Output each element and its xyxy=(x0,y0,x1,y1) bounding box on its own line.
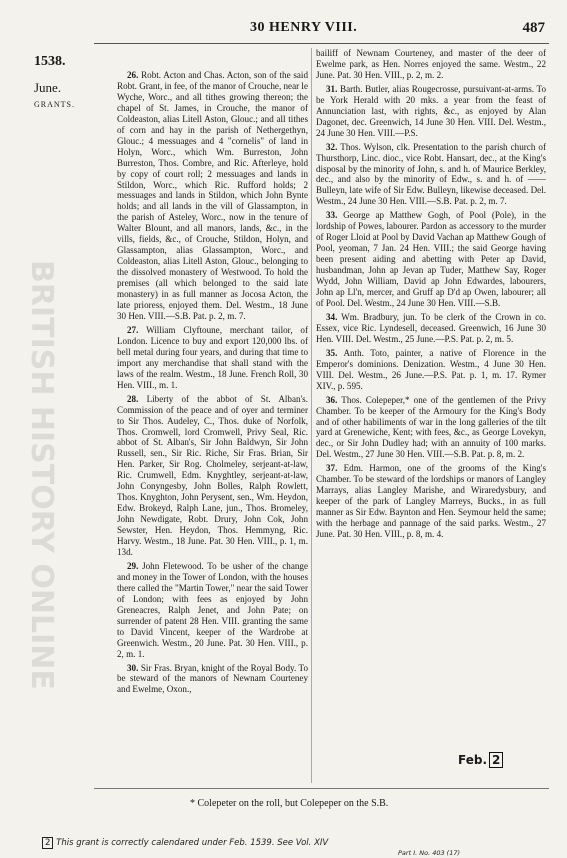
handwritten-date-annotation xyxy=(458,753,503,767)
footnote: * Colepeter on the roll, but Colepeper on the S.B. xyxy=(190,798,389,809)
calendar-entry xyxy=(316,84,546,139)
entry-number: 29. xyxy=(127,560,139,571)
calendar-entry xyxy=(316,463,546,540)
calendar-entry xyxy=(316,348,546,392)
left-column xyxy=(117,70,308,698)
calendar-entry xyxy=(117,561,308,660)
entry-number: 37. xyxy=(326,463,338,474)
margin-notes xyxy=(34,54,94,109)
entry-number: 26. xyxy=(127,70,139,80)
entry-text: Edm. Harmon, one of the grooms of the King's Chamber. To be steward of the lordships or manors of Langley Marrays, alias Langley Marishe, and Wiraredysbury, and keeper of the park of Langley Marreys, Bucks., in as full manner as Sir Edw. Baynton and Hen. Seymour held the same; with the herbage and pannage of the said parks. Westm., 27 June. Pat. 30 Hen. VIII., p. 8, m. 4. xyxy=(316,463,546,540)
entry-text: George ap Matthew Gogh, of Pool (Pole), in the lordship of Powes, labourer. Pardon as accessory to the murder of Roger Lloid at Pool by David Vachan ap Matthew Gough of Pool, yeoman, 7 Jan. 24 Hen. VIII.; the said George having been present aiding and abetting with Peter ap David, husbandman, John ap Jevan ap Tuder, Matthew Say, Roger Wydd, John William, David ap John Edwardes, labourers, John ap Ll'n, mercer, and Gruff ap D'd ap Owen, labourer; all of Pool. Del. Westm., 24 June 30 Hen. VIII.—S.B. xyxy=(316,210,546,308)
entry-text: Robt. Acton and Chas. Acton, son of the said Robt. Grant, in fee, of the manor of Crouche, near le Wyche, Worc., and all tithes growing thereon; the chapel of St. James, in Crouche, the manor of Coldeaston, alias Litell Aston, Glouc.; and all tithes of corn and hay in the parish of Nethergethyn, Glouc.; 4 messuages and 4 "cornelis" of land in Holyn, Worc., which Wm. Burreston, John Burreston, Thos. Combre, and Ric. Afterleye, hold by copy of court roll; 2 messuages and lands in Stildon, Worc., which Ric. Rufford holds; 2 messuages and lands in Stildon, which John Bynte holds; and all lands in the vill of Glassampton, in the parish of Asteley, Worc., now in the tenure of Walter Blount, and all manors, lands, &c., in the vills, fields, &c., of Crouche, Stildon, Holyn, and Glassampton, alias Glassampton, Worc., and Coldeaston, alias Litell Aston, Glouc., belonging to the dissolved monastery of Westwood. To hold the premises (all which belonged to the said late monastery) in as full manner as Jocosa Acton, the late prioress, enjoyed them. Del. Westm., 18 June 30 Hen. VIII.—S.B. Pat. p. 2, m. 7. xyxy=(117,70,309,321)
entry-text: Anth. Toto, painter, a native of Florence in the Emperor's dominions. Denization. Westm., 4 June 30 Hen. VIII. Del. Westm., 26 June.—P.S. Pat. p. 1, m. 17. Rymer XIV., p. 595. xyxy=(316,347,546,391)
entry-number: 31. xyxy=(326,83,338,94)
entry-number: 34. xyxy=(326,311,338,322)
entry-number: 36. xyxy=(326,394,338,405)
annotation-date: Feb. xyxy=(458,753,487,767)
handwritten-note xyxy=(42,838,328,848)
page-header xyxy=(0,20,567,40)
entry-number: 33. xyxy=(326,210,338,221)
column-divider xyxy=(311,48,312,783)
calendar-entry xyxy=(316,142,546,208)
entry-text: Sir Fras. Bryan, knight of the Royal Body. To be steward of the manors of Newnam Courteney and Ewelme, Oxon., xyxy=(117,662,308,695)
entry-text: Thos. Colepeper,* one of the gentlemen of the Privy Chamber. To be keeper of the Armoury for the King's Body and of other habiliments of war in the long galleries of the tilt yard at Grenewiche, Kent; with fees, &c., as George Lovekyn, dec., or Sir John Dudley had; with an annuity of 100 marks. Del. Westm., 27 June 30 Hen. VIII.—S.B. Pat. p. 8, m. 2. xyxy=(316,394,547,460)
entry-number: 35. xyxy=(326,347,338,358)
watermark-stamp xyxy=(4,250,59,770)
running-title: 30 HENRY VIII. xyxy=(250,20,358,35)
entry-number: 30. xyxy=(127,662,139,673)
calendar-entry xyxy=(316,210,546,309)
calendar-entry xyxy=(117,394,308,558)
right-column xyxy=(316,48,546,543)
footnote-rule xyxy=(94,788,549,789)
calendar-entry xyxy=(316,312,546,345)
calendar-entry xyxy=(117,70,308,322)
entry-number: 28. xyxy=(127,393,139,404)
page-number: 487 xyxy=(522,20,545,36)
calendar-entry xyxy=(117,663,308,696)
handnote-marker: 2 xyxy=(42,837,53,849)
entry-text: John Fletewood. To be usher of the change and money in the Tower of London, with the houses there called the "Martin Tower," near the said Tower of London; with fees as enjoyed by John Greneacres, Ralph Jenet, and John Pate; on surrender of patent 28 Hen. VIII. granting the same to David Vincent, keeper of the Wardrobe at Greenwich. Westm., 20 June. Pat. 30 Hen. VIII., p. 2, m. 1. xyxy=(117,560,308,659)
header-rule xyxy=(94,43,549,44)
entry-text: Liberty of the abbot of St. Alban's. Commission of the peace and of oyer and terminer to Sir Thos. Audeley, C., Thos. duke of Norfolk, Thos. Cromwell, lord Cromwell, Privy Seal, Ric. abbot of St. Alban's, Sir John Baldwyn, Sir John Russell, sen., Sir Ric. Riche, Sir Fras. Brian, Sir Hen. Parker, Sir Rog. Cholmeley, serjeant-at-law, Ric. Crumwell, Edm. Knyghtley, serjeant-at-law, John Conyngesby, John Bolles, Ralph Rowlett, Thos. Knyghton, John Perysent, sen., Wm. Heydon, Edw. Brokeyd, Ralph Lane, jun., Thos. Bromeley, John Newdigate, Robt. Drury, John Cok, John Sewster, Hen. Heydon, Thos. Hemmyng, Ric. Harvy. Westm., 18 June. Pat. 30 Hen. VIII., p. 1, m. 13d. xyxy=(117,393,308,557)
calendar-entry xyxy=(117,325,308,391)
entry-text: William Clyftoune, merchant tailor, of London. Licence to buy and export 120,000 lbs. of bell metal during four years, and during that time to import any merchandise that shall stand with the laws of the realm. Westm., 18 June. French Roll, 30 Hen. VIII., m. 1. xyxy=(117,324,309,390)
annotation-marker: 2 xyxy=(489,752,503,768)
calendar-entry xyxy=(316,395,546,461)
margin-section: GRANTS. xyxy=(34,100,76,109)
entry-number: 27. xyxy=(127,324,139,335)
handnote-reference: Part I. No. 403 (17) xyxy=(398,849,461,857)
margin-year: 1538. xyxy=(34,54,66,69)
entry-text: bailiff of Newnam Courteney, and master of the deer of Ewelme park, as Hen. Norres enjoyed the same. Westm., 22 June. Pat. 30 Hen. VIII., p. 2, m. 2. xyxy=(316,48,546,80)
entry-number: 32. xyxy=(326,141,338,152)
margin-month: June. xyxy=(34,80,62,95)
entry-text: Barth. Butler, alias Rougecrosse, pursuivant-at-arms. To be York Herald with 20 mks. a year from the feast of Annunciation last, with rights, &c., as enjoyed by Alan Dagonet, dec. Greenwich, 14 June 30 Hen. VIII. Del. Westm., 24 June 30 Hen. VIII.—P.S. xyxy=(316,83,546,138)
svg-text:BRITISH HISTORY ONLINE: BRITISH HISTORY ONLINE xyxy=(24,260,59,690)
calendar-entry xyxy=(316,48,546,81)
handnote-text: This grant is correctly calendared under Feb. 1539. See Vol. XIV xyxy=(56,838,329,848)
entry-text: Wm. Bradbury, jun. To be clerk of the Crown in co. Essex, vice Ric. Lyndesell, deceased. Greenwich, 16 June 30 Hen. VIII. Del. Westm., 25 June.—P.S. Pat. p. 2, m. 5. xyxy=(316,311,547,344)
entry-text: Thos. Wylson, clk. Presentation to the parish church of Thursthorp, Linc. dioc., vice Robt. Hansart, dec., at the King's disposal by the minority of John, s. and h. of Maurice Berkley, dec., and also by the minority of Edw., s. and h. of —— Bulleyn, late wife of Sir Edw. Bulleyn, likewise deceased. Del. Westm., 24 June 30 Hen. VIII.—S.B. Pat. p. 2, m. 7. xyxy=(316,141,547,207)
